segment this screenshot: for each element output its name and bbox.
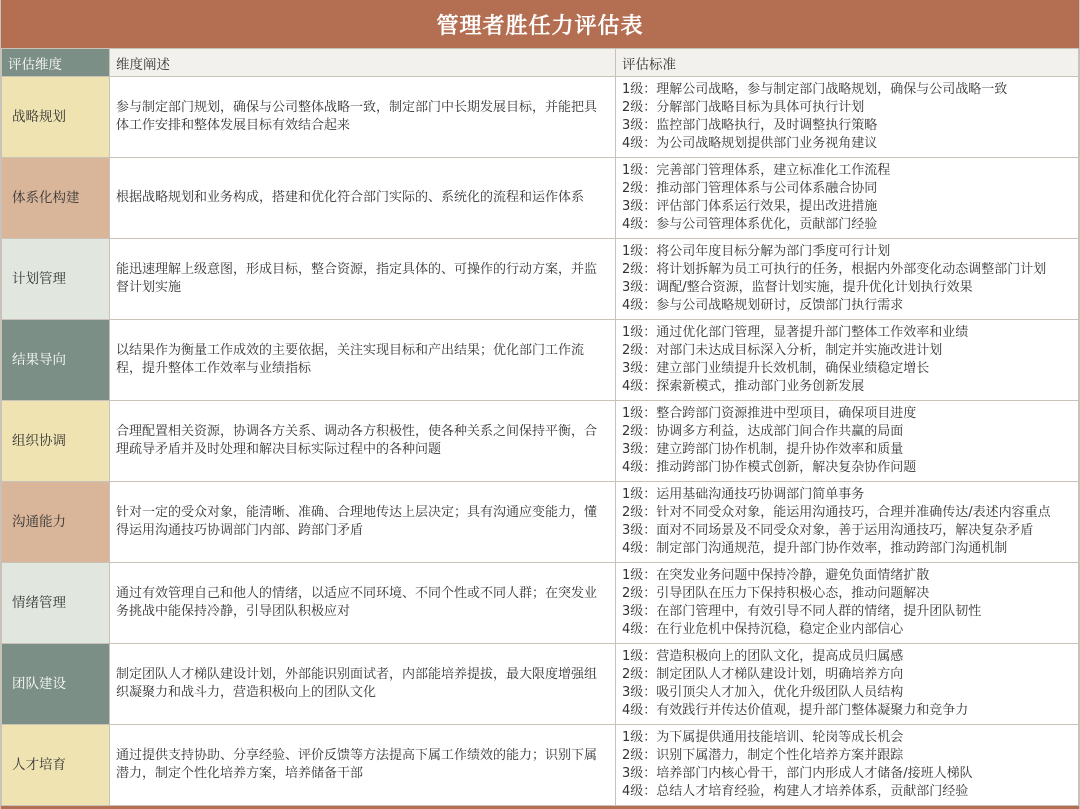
standard-level-line: 2级：推动部门管理体系与公司体系融合协同 — [622, 181, 878, 196]
standards-cell[interactable] — [616, 644, 1079, 725]
standard-level-line: 1级：完善部门管理体系，建立标准化工作流程 — [622, 163, 891, 178]
standards-cell[interactable] — [616, 77, 1079, 158]
standard-level-line: 1级：营造积极向上的团队文化，提高成员归属感 — [622, 649, 904, 664]
table-row — [2, 644, 1079, 725]
standard-level-line: 2级：协调多方利益，达成部门间合作共赢的局面 — [622, 424, 904, 439]
standards-cell[interactable] — [616, 482, 1079, 563]
standard-level-line: 1级：运用基础沟通技巧协调部门简单事务 — [622, 487, 865, 502]
table-row — [2, 77, 1079, 158]
standard-level-line: 3级：建立部门业绩提升长效机制，确保业绩稳定增长 — [622, 361, 930, 376]
standard-level-line: 3级：培养部门内核心骨干，部门内形成人才储备/接班人梯队 — [622, 766, 973, 781]
header-dimension[interactable]: 评估维度 — [2, 49, 110, 77]
header-row — [2, 49, 1079, 77]
table-row — [2, 239, 1079, 320]
standard-level-line: 2级：将计划拆解为员工可执行的任务，根据内外部变化动态调整部门计划 — [622, 262, 1047, 277]
description-cell[interactable]: 根据战略规划和业务构成，搭建和优化符合部门实际的、系统化的流程和运作体系 — [110, 158, 616, 239]
header-standards[interactable]: 评估标准 — [616, 49, 1079, 77]
standard-level-line: 2级：针对不同受众对象，能运用沟通技巧，合理并准确传达/表述内容重点 — [622, 505, 1051, 520]
standard-level-line: 3级：评估部门体系运行效果，提出改进措施 — [622, 199, 878, 214]
standard-level-line: 4级：探索新模式，推动部门业务创新发展 — [622, 379, 865, 394]
dimension-cell[interactable]: 沟通能力 — [2, 482, 110, 563]
table-row — [2, 320, 1079, 401]
standard-level-line: 4级：制定部门沟通规范，提升部门协作效率，推动跨部门沟通机制 — [622, 541, 1008, 556]
standards-cell[interactable] — [616, 401, 1079, 482]
table-row — [2, 725, 1079, 806]
standard-level-line: 2级：对部门未达成目标深入分析，制定并实施改进计划 — [622, 343, 943, 358]
standard-level-line: 1级：理解公司战略，参与制定部门战略规划，确保与公司战略一致 — [622, 82, 1008, 97]
standard-level-line: 2级：制定团队人才梯队建设计划，明确培养方向 — [622, 667, 904, 682]
standard-level-line: 1级：整合跨部门资源推进中型项目，确保项目进度 — [622, 406, 917, 421]
dimension-cell[interactable]: 组织协调 — [2, 401, 110, 482]
description-cell[interactable]: 针对一定的受众对象，能清晰、准确、合理地传达上层决定；具有沟通应变能力，懂得运用沟通技巧协调部门内部、跨部门矛盾 — [110, 482, 616, 563]
standard-level-line: 2级：分解部门战略目标为具体可执行计划 — [622, 100, 865, 115]
dimension-cell[interactable]: 团队建设 — [2, 644, 110, 725]
standards-cell[interactable] — [616, 158, 1079, 239]
dimension-cell[interactable]: 人才培育 — [2, 725, 110, 806]
standard-level-line: 4级：参与公司战略规划研讨，反馈部门执行需求 — [622, 298, 904, 313]
description-cell[interactable]: 能迅速理解上级意图，形成目标，整合资源，指定具体的、可操作的行动方案，并监督计划实施 — [110, 239, 616, 320]
description-cell[interactable]: 通过提供支持协助、分享经验、评价反馈等方法提高下属工作绩效的能力；识别下属潜力，制定个性化培养方案，培养储备干部 — [110, 725, 616, 806]
standard-level-line: 2级：识别下属潜力，制定个性化培养方案并跟踪 — [622, 748, 904, 763]
standard-level-line: 4级：推动跨部门协作模式创新，解决复杂协作问题 — [622, 460, 917, 475]
standard-level-line: 3级：监控部门战略执行，及时调整执行策略 — [622, 118, 878, 133]
standard-level-line: 1级：为下属提供通用技能培训、轮岗等成长机会 — [622, 730, 904, 745]
table-row — [2, 401, 1079, 482]
standards-cell[interactable] — [616, 725, 1079, 806]
header-description[interactable]: 维度阐述 — [110, 49, 616, 77]
standard-level-line: 4级：有效践行并传达价值观，提升部门整体凝聚力和竞争力 — [622, 703, 969, 718]
standard-level-line: 3级：吸引顶尖人才加入，优化升级团队人员结构 — [622, 685, 904, 700]
description-cell[interactable]: 参与制定部门规划，确保与公司整体战略一致，制定部门中长期发展目标，并能把具体工作安排和整体发展目标有效结合起来 — [110, 77, 616, 158]
table-row — [2, 563, 1079, 644]
description-cell[interactable]: 通过有效管理自己和他人的情绪，以适应不同环境、不同个性或不同人群；在突发业务挑战中能保持冷静，引导团队积极应对 — [110, 563, 616, 644]
standard-level-line: 1级：通过优化部门管理，显著提升部门整体工作效率和业绩 — [622, 325, 969, 340]
standard-level-line: 3级：面对不同场景及不同受众对象，善于运用沟通技巧，解决复杂矛盾 — [622, 523, 1034, 538]
table-row — [2, 158, 1079, 239]
standard-level-line: 4级：在行业危机中保持沉稳，稳定企业内部信心 — [622, 622, 904, 637]
standard-level-line: 4级：总结人才培育经验，构建人才培养体系，贡献部门经验 — [622, 784, 969, 799]
sheet-title: 管理者胜任力评估表 — [1, 0, 1079, 48]
dimension-cell[interactable]: 体系化构建 — [2, 158, 110, 239]
standards-cell[interactable] — [616, 320, 1079, 401]
description-cell[interactable]: 以结果作为衡量工作成效的主要依据，关注实现目标和产出结果；优化部门工作流程，提升整体工作效率与业绩指标 — [110, 320, 616, 401]
standards-cell[interactable] — [616, 239, 1079, 320]
standard-level-line: 2级：引导团队在压力下保持积极心态，推动问题解决 — [622, 586, 930, 601]
standard-level-line: 4级：为公司战略规划提供部门业务视角建议 — [622, 136, 878, 151]
standard-level-line: 1级：在突发业务问题中保持冷静，避免负面情绪扩散 — [622, 568, 930, 583]
standard-level-line: 3级：在部门管理中，有效引导不同人群的情绪，提升团队韧性 — [622, 604, 982, 619]
standard-level-line: 4级：参与公司管理体系优化，贡献部门经验 — [622, 217, 878, 232]
competency-table — [1, 48, 1079, 806]
table-row — [2, 482, 1079, 563]
dimension-cell[interactable]: 结果导向 — [2, 320, 110, 401]
standard-level-line: 1级：将公司年度目标分解为部门季度可行计划 — [622, 244, 891, 259]
standard-level-line: 3级：调配/整合资源，监督计划实施，提升优化计划执行效果 — [622, 280, 973, 295]
dimension-cell[interactable]: 计划管理 — [2, 239, 110, 320]
standards-cell[interactable] — [616, 563, 1079, 644]
dimension-cell[interactable]: 战略规划 — [2, 77, 110, 158]
description-cell[interactable]: 合理配置相关资源，协调各方关系、调动各方积极性，使各种关系之间保持平衡，合理疏导矛盾并及时处理和解决目标实际过程中的各种问题 — [110, 401, 616, 482]
dimension-cell[interactable]: 情绪管理 — [2, 563, 110, 644]
description-cell[interactable]: 制定团队人才梯队建设计划，外部能识别面试者，内部能培养提拔，最大限度增强组织凝聚力和战斗力，营造积极向上的团队文化 — [110, 644, 616, 725]
standard-level-line: 3级：建立跨部门协作机制，提升协作效率和质量 — [622, 442, 904, 457]
